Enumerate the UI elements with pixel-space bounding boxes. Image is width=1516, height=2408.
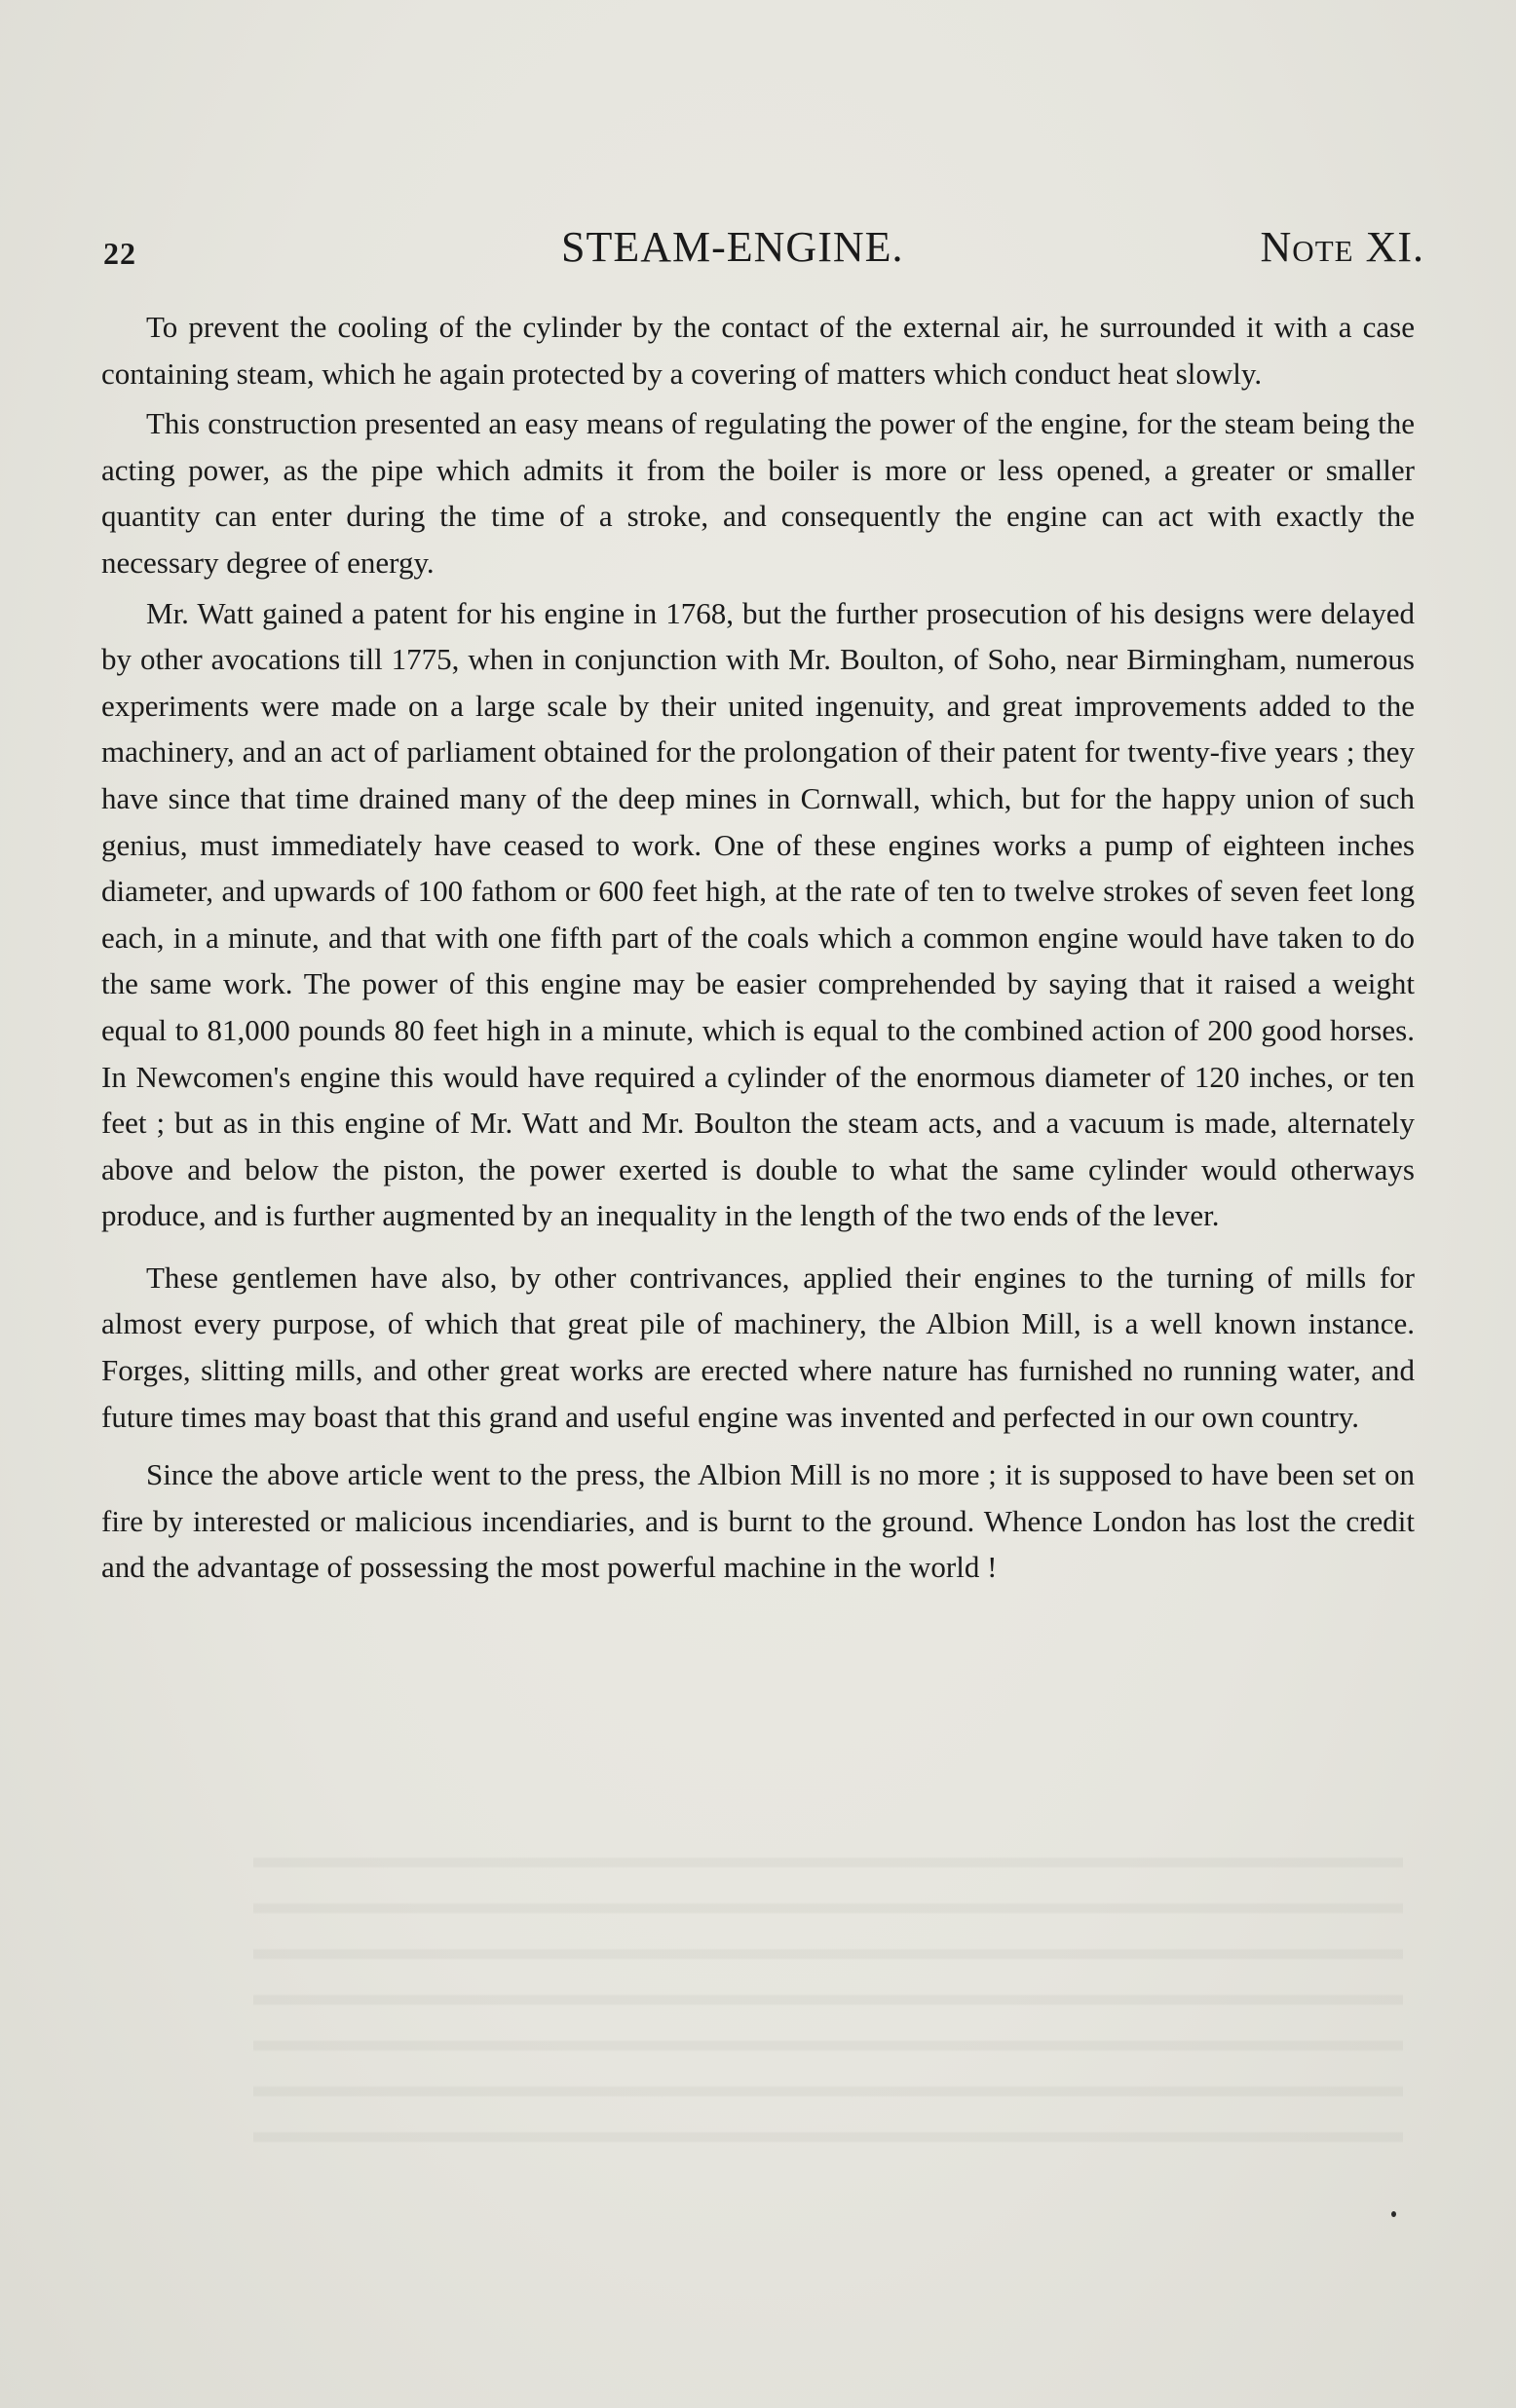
body-text xyxy=(101,304,1415,1595)
ink-speck xyxy=(1391,2211,1396,2217)
show-through-text xyxy=(253,1831,1403,2153)
paragraph-watt-patent: Mr. Watt gained a patent for his engine in 1768, but the further prosecution of his designs were delayed by other avocations till 1775, when in conjunction with Mr. Boulton, of Soho, near Birmingham, numerous experiments were made on a large scale by their united ingenuity, and great improvements added to the machinery, and an act of parliament obtained for the prolongation of their patent for twenty-five years ; they have since that time drained many of the deep mines in Cornwall, which, but for the happy union of such genius, must immediately have ceased to work. One of these engines works a pump of eighteen inches diameter, and upwards of 100 fathom or 600 feet high, at the rate of ten to twelve strokes of seven feet long each, in a minute, and that with one fifth part of the coals which a common engine would have taken to do the same work. The power of this engine may be easier comprehended by saying that it raised a weight equal to 81,000 pounds 80 feet high in a minute, which is equal to the combined action of 200 good horses. In Newcomen's engine this would have required a cylinder of the enormous diameter of 120 inches, or ten feet ; but as in this engine of Mr. Watt and Mr. Boulton the steam acts, and a vacuum is made, alternately above and below the piston, the power exerted is double to what the same cylinder would otherways produce, and is further augmented by an inequality in the length of the two ends of the lever. xyxy=(101,595,1415,1233)
paragraph-mills: These gentlemen have also, by other contrivances, applied their engines to the turning of mills for almost every purpose, of which that great pile of machinery, the Albion Mill, is a well known instance. Forges, slitting mills, and other great works are erected where nature has furnished no running water, and future times may boast that this grand and useful engine was invented and perfected in our own country. xyxy=(101,1260,1415,1434)
note-label: Note XI. xyxy=(1260,223,1424,271)
paragraph-cylinder-case: To prevent the cooling of the cylinder by the contact of the external air, he surrounded it with a case containing steam, which he again protected by a covering of matters which conduct heat slowly. xyxy=(101,310,1415,391)
paragraph-regulating-power: This construction presented an easy means of regulating the power of the engine, for the steam being the acting power, as the pipe which admits it from the boiler is more or less opened, a greater or smaller quantity can enter during the time of a stroke, and consequently the engine can act with exactly the necessary degree of energy. xyxy=(101,406,1415,580)
page-header xyxy=(103,222,1424,281)
paragraph-albion-mill-fire: Since the above article went to the press, the Albion Mill is no more ; it is supposed to have been set on fire by interested or malicious incendiaries, and is burnt to the ground. Whence London has lost the credit and the advantage of possessing the most powerful machine in the world ! xyxy=(101,1457,1415,1585)
page-number: 22 xyxy=(103,236,136,271)
running-title: STEAM-ENGINE. xyxy=(561,223,904,271)
